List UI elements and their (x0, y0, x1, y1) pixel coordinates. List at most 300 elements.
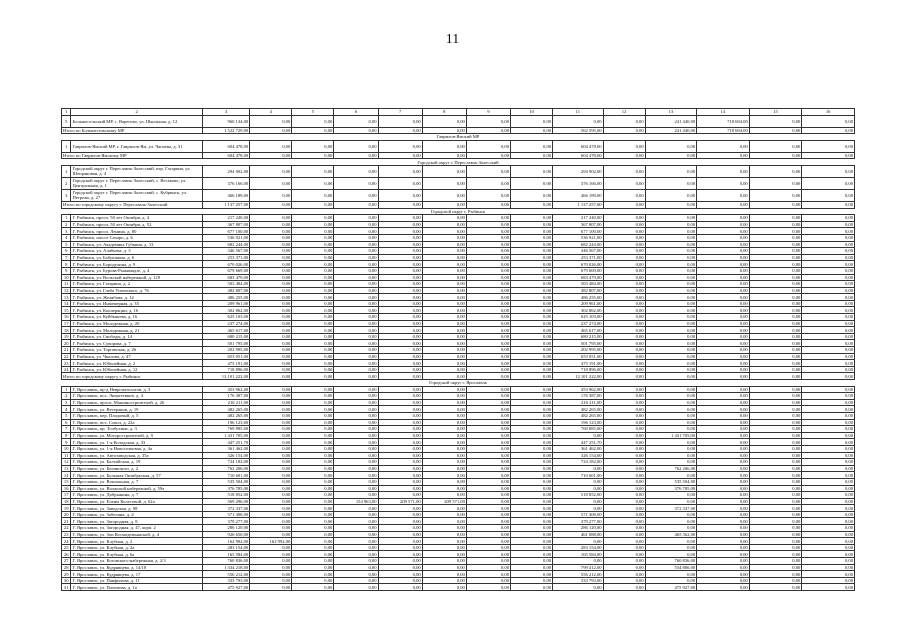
amount-cell: 0,00 (378, 347, 422, 354)
amount-cell: 0,00 (511, 165, 553, 177)
amount-cell: 0,00 (802, 353, 855, 360)
amount-cell: 0,00 (802, 307, 855, 314)
amount-cell: 0,00 (334, 267, 378, 274)
amount-cell: 0,00 (749, 241, 802, 248)
row-number-cell: 20 (62, 511, 71, 518)
column-number-cell: 5 (292, 109, 334, 116)
address-cell: Г. Ярославль, просп. Машиностроителей, д. 26 (71, 399, 202, 406)
amount-cell: 0,00 (466, 511, 510, 518)
amount-cell: 0,00 (292, 177, 334, 189)
table-row (62, 320, 855, 327)
amount-cell: 0,00 (553, 115, 603, 127)
amount-cell: 0,00 (250, 314, 292, 321)
amount-cell: 604 478,00 (202, 140, 249, 152)
amount-cell: 0,00 (802, 228, 855, 235)
amount-cell: 0,00 (645, 228, 697, 235)
total-amount-cell: 0,00 (250, 152, 292, 159)
amount-cell: 0,00 (334, 165, 378, 177)
amount-cell: 379 277,00 (553, 518, 603, 525)
amount-cell: 0,00 (250, 459, 292, 466)
amount-cell: 0,00 (292, 307, 334, 314)
amount-cell: 0,00 (466, 478, 510, 485)
amount-cell: 0,00 (697, 518, 750, 525)
section-total-row (62, 127, 855, 134)
amount-cell: 0,00 (466, 327, 510, 334)
amount-cell: 0,00 (749, 459, 802, 466)
amount-cell: 0,00 (378, 241, 422, 248)
amount-cell: 0,00 (511, 261, 553, 268)
amount-cell: 0,00 (645, 314, 697, 321)
amount-cell: 0,00 (697, 505, 750, 512)
amount-cell: 0,00 (334, 347, 378, 354)
amount-cell: 0,00 (511, 347, 553, 354)
amount-cell: 0,00 (603, 564, 645, 571)
amount-cell: 0,00 (511, 406, 553, 413)
amount-cell: 0,00 (292, 564, 334, 571)
amount-cell: 0,00 (378, 393, 422, 400)
total-amount-cell: 562 595,00 (553, 127, 603, 134)
address-cell: Г. Ярославль, пр. Толбухина, д. 3 (71, 426, 202, 433)
amount-cell: 0,00 (645, 307, 697, 314)
amount-cell: 0,00 (250, 426, 292, 433)
table-row (62, 445, 855, 452)
amount-cell: 165 584,00 (202, 551, 249, 558)
amount-cell: 0,00 (802, 531, 855, 538)
address-cell: Г. Рыбинск, ул. Бородулина, д. 9 (71, 261, 202, 268)
row-number-cell: 14 (62, 300, 71, 307)
amount-cell: 0,00 (697, 531, 750, 538)
amount-cell: 0,00 (603, 399, 645, 406)
amount-cell: 0,00 (378, 261, 422, 268)
amount-cell: 677 100,00 (553, 228, 603, 235)
amount-cell: 0,00 (378, 525, 422, 532)
amount-cell: 326 154,00 (553, 452, 603, 459)
row-number-cell: 16 (62, 485, 71, 492)
amount-cell: 0,00 (802, 165, 855, 177)
amount-cell: 0,00 (422, 459, 466, 466)
row-number-cell: 12 (62, 459, 71, 466)
amount-cell: 465 617,00 (553, 327, 603, 334)
address-cell: Г. Рыбинск, ул. Куйбышева, д. 16 (71, 314, 202, 321)
amount-cell: 724 182,00 (553, 459, 603, 466)
total-amount-cell: 0,00 (603, 373, 645, 380)
amount-cell: 710 601,00 (553, 472, 603, 479)
amount-cell: 0,00 (511, 571, 553, 578)
address-cell: Городской округ г. Переславль-Залесский, с. Веськово, ул. Центральная, д. 1 (71, 177, 202, 189)
amount-cell: 0,00 (802, 215, 855, 222)
table-row (62, 300, 855, 307)
amount-cell: 0,00 (645, 241, 697, 248)
amount-cell: 0,00 (603, 551, 645, 558)
amount-cell: 376 785,00 (645, 485, 697, 492)
amount-cell: 0,00 (802, 241, 855, 248)
amount-cell: 0,00 (466, 445, 510, 452)
amount-cell: 710 601,00 (202, 472, 249, 479)
amount-cell: 0,00 (645, 333, 697, 340)
amount-cell: 0,00 (250, 531, 292, 538)
amount-cell: 0,00 (334, 307, 378, 314)
amount-cell: 0,00 (802, 340, 855, 347)
row-number-cell: 1 (62, 386, 71, 393)
amount-cell: 0,00 (645, 577, 697, 584)
total-amount-cell: 0,00 (422, 127, 466, 134)
amount-cell: 0,00 (802, 432, 855, 439)
amount-cell: 0,00 (378, 386, 422, 393)
row-number-cell: 24 (62, 538, 71, 545)
amount-cell: 0,00 (603, 525, 645, 532)
total-amount-cell: 0,00 (250, 201, 292, 208)
amount-cell: 799 412,00 (553, 564, 603, 571)
amount-cell: 0,00 (292, 215, 334, 222)
amount-cell: 0,00 (292, 465, 334, 472)
row-number-cell: 10 (62, 445, 71, 452)
amount-cell: 465 562,00 (645, 531, 697, 538)
table-row (62, 234, 855, 241)
amount-cell: 0,00 (292, 228, 334, 235)
amount-cell: 0,00 (603, 228, 645, 235)
amount-cell: 0,00 (802, 478, 855, 485)
amount-cell: 718 896,00 (553, 366, 603, 373)
column-number-cell: 2 (71, 109, 202, 116)
address-cell: Г. Ярославль, ул. Балтийская, д. 19 (71, 459, 202, 466)
row-number-cell: 7 (62, 254, 71, 261)
amount-cell: 0,00 (466, 393, 510, 400)
amount-cell: 0,00 (645, 177, 697, 189)
amount-cell: 0,00 (802, 234, 855, 241)
amount-cell: 0,00 (378, 459, 422, 466)
amount-cell: 0,00 (466, 399, 510, 406)
amount-cell: 0,00 (250, 327, 292, 334)
amount-cell: 0,00 (466, 294, 510, 301)
amount-cell: 0,00 (422, 281, 466, 288)
amount-cell: 0,00 (466, 459, 510, 466)
amount-cell: 0,00 (749, 274, 802, 281)
amount-cell: 0,00 (697, 577, 750, 584)
amount-cell: 283 154,00 (202, 544, 249, 551)
amount-cell: 0,00 (553, 584, 603, 591)
amount-cell: 0,00 (250, 564, 292, 571)
amount-cell: 0,00 (422, 544, 466, 551)
row-number-cell: 3 (62, 189, 71, 201)
amount-cell: 0,00 (334, 327, 378, 334)
amount-cell: 0,00 (250, 518, 292, 525)
amount-cell: 209 571,00 (378, 498, 422, 505)
amount-cell: 0,00 (697, 393, 750, 400)
amount-cell: 0,00 (645, 248, 697, 255)
amount-cell: 0,00 (292, 353, 334, 360)
amount-cell: 0,00 (749, 261, 802, 268)
address-cell: Г. Ярославль, ул. Елены Колесовой, д. 62а (71, 498, 202, 505)
amount-cell: 0,00 (250, 399, 292, 406)
amount-cell: 0,00 (422, 314, 466, 321)
amount-cell: 503 484,00 (553, 281, 603, 288)
total-amount-cell: 0,00 (697, 201, 750, 208)
amount-cell: 0,00 (422, 320, 466, 327)
amount-cell: 0,00 (292, 393, 334, 400)
amount-cell: 0,00 (645, 366, 697, 373)
amount-cell: 0,00 (378, 320, 422, 327)
amount-cell: 0,00 (378, 584, 422, 591)
amount-cell: 0,00 (511, 314, 553, 321)
amount-cell: 0,00 (603, 412, 645, 419)
amount-cell: 0,00 (292, 452, 334, 459)
amount-cell: 0,00 (250, 215, 292, 222)
amount-cell: 0,00 (378, 221, 422, 228)
table-row (62, 472, 855, 479)
amount-cell: 0,00 (378, 432, 422, 439)
address-cell: Г. Рыбинск, ул. Гагарина, д. 2 (71, 281, 202, 288)
amount-cell: 0,00 (250, 386, 292, 393)
table-row (62, 393, 855, 400)
total-amount-cell: 0,00 (645, 152, 697, 159)
amount-cell: 0,00 (334, 177, 378, 189)
amount-cell: 0,00 (334, 274, 378, 281)
amount-cell: 0,00 (250, 287, 292, 294)
amount-cell: 0,00 (250, 445, 292, 452)
amount-cell: 0,00 (292, 525, 334, 532)
amount-cell: 0,00 (511, 215, 553, 222)
amount-cell: 0,00 (697, 347, 750, 354)
row-number-cell: 9 (62, 267, 71, 274)
amount-cell: 0,00 (511, 327, 553, 334)
address-cell: Г. Рыбинск, ул. Бабушкина, д. 6 (71, 254, 202, 261)
amount-cell: 0,00 (378, 419, 422, 426)
amount-cell: 926 650,00 (202, 531, 249, 538)
amount-cell: 0,00 (422, 215, 466, 222)
amount-cell: 0,00 (466, 551, 510, 558)
amount-cell: 0,00 (511, 544, 553, 551)
amount-cell: 0,00 (422, 505, 466, 512)
row-number-cell: 23 (62, 531, 71, 538)
amount-cell: 0,00 (802, 551, 855, 558)
amount-cell: 0,00 (645, 426, 697, 433)
row-number-cell: 1 (62, 140, 71, 152)
amount-cell: 670 026,00 (553, 261, 603, 268)
amount-cell: 0,00 (250, 254, 292, 261)
address-cell: Г. Рыбинск, просп. 50 лет Октября, д. 52 (71, 221, 202, 228)
amount-cell: 0,00 (378, 551, 422, 558)
total-amount-cell: 0,00 (645, 201, 697, 208)
total-amount-cell: 0,00 (378, 201, 422, 208)
amount-cell: 461 088,00 (553, 531, 603, 538)
amount-cell: 0,00 (250, 525, 292, 532)
amount-cell: 486 255,00 (553, 294, 603, 301)
amount-cell: 0,00 (292, 234, 334, 241)
address-cell: Г. Рыбинск, ул. Академика Губкина, д. 13 (71, 241, 202, 248)
amount-cell: 162 992,00 (202, 538, 249, 545)
amount-cell: 0,00 (697, 234, 750, 241)
amount-cell: 0,00 (292, 140, 334, 152)
amount-cell: 0,00 (334, 551, 378, 558)
amount-cell: 0,00 (378, 511, 422, 518)
row-number-cell: 26 (62, 551, 71, 558)
section-header-row (62, 208, 855, 215)
amount-cell: 154 963,00 (334, 498, 378, 505)
amount-cell: 0,00 (511, 432, 553, 439)
amount-cell: 253 371,00 (553, 254, 603, 261)
column-number-cell: 14 (697, 109, 750, 116)
amount-cell: 0,00 (802, 459, 855, 466)
amount-cell: 0,00 (697, 307, 750, 314)
amount-cell: 0,00 (749, 294, 802, 301)
amount-cell: 0,00 (466, 538, 510, 545)
amount-cell: 0,00 (422, 189, 466, 201)
amount-cell: 0,00 (697, 399, 750, 406)
amount-cell: 0,00 (802, 472, 855, 479)
amount-cell: 0,00 (250, 294, 292, 301)
amount-cell: 0,00 (697, 215, 750, 222)
amount-cell: 718 896,00 (202, 366, 249, 373)
amount-cell: 0,00 (802, 492, 855, 499)
table-row (62, 498, 855, 505)
amount-cell: 0,00 (802, 189, 855, 201)
amount-cell: 0,00 (334, 564, 378, 571)
amount-cell: 0,00 (697, 254, 750, 261)
amount-cell: 680 215,00 (202, 333, 249, 340)
amount-cell: 0,00 (749, 564, 802, 571)
amount-cell: 0,00 (511, 228, 553, 235)
amount-cell: 0,00 (466, 333, 510, 340)
amount-cell: 0,00 (378, 531, 422, 538)
amount-cell: 0,00 (250, 439, 292, 446)
amount-cell: 0,00 (603, 267, 645, 274)
row-number-cell: 9 (62, 439, 71, 446)
amount-cell: 571 308,00 (202, 511, 249, 518)
table-row (62, 215, 855, 222)
amount-cell: 0,00 (553, 558, 603, 565)
amount-cell: 0,00 (697, 472, 750, 479)
column-number-cell: 6 (334, 109, 378, 116)
amount-cell: 0,00 (466, 472, 510, 479)
amount-cell: 0,00 (603, 426, 645, 433)
address-cell: Г. Рыбинск, ул. Молодежная, д. 21 (71, 327, 202, 334)
total-amount-cell: 0,00 (802, 152, 855, 159)
amount-cell: 0,00 (697, 274, 750, 281)
amount-cell: 0,00 (334, 366, 378, 373)
amount-cell: 0,00 (378, 558, 422, 565)
row-number-cell: 27 (62, 558, 71, 565)
amount-cell: 0,00 (466, 215, 510, 222)
table-row (62, 478, 855, 485)
amount-cell: 0,00 (749, 248, 802, 255)
amount-cell: 0,00 (334, 492, 378, 499)
amount-cell: 333 793,00 (553, 577, 603, 584)
amount-cell: 0,00 (511, 320, 553, 327)
row-number-cell: 15 (62, 307, 71, 314)
amount-cell: 0,00 (603, 314, 645, 321)
amount-cell: 0,00 (697, 538, 750, 545)
amount-cell: 0,00 (645, 419, 697, 426)
address-cell: Г. Рыбинск, ул. Юбилейная, д. 12 (71, 366, 202, 373)
amount-cell: 0,00 (749, 571, 802, 578)
table-row (62, 558, 855, 565)
register-table-container (61, 108, 855, 591)
amount-cell: 518 852,00 (553, 492, 603, 499)
table-row (62, 360, 855, 367)
amount-cell: 0,00 (749, 432, 802, 439)
amount-cell: 482 807,00 (553, 287, 603, 294)
amount-cell: 0,00 (422, 478, 466, 485)
row-number-cell: 1 (62, 215, 71, 222)
amount-cell: 0,00 (603, 366, 645, 373)
amount-cell: 0,00 (802, 406, 855, 413)
amount-cell: 0,00 (802, 274, 855, 281)
total-label-cell: Итого по городскому округу г. Рыбинск (62, 373, 203, 380)
amount-cell: 0,00 (749, 228, 802, 235)
amount-cell: 0,00 (802, 254, 855, 261)
amount-cell: 0,00 (645, 261, 697, 268)
amount-cell: 762 206,00 (645, 465, 697, 472)
amount-cell: 0,00 (292, 347, 334, 354)
amount-cell: 0,00 (645, 571, 697, 578)
amount-cell: 0,00 (466, 492, 510, 499)
table-row (62, 485, 855, 492)
amount-cell: 0,00 (334, 215, 378, 222)
address-cell: Г. Ярославль, ул. 1-я Новоселковая, д. 4а (71, 445, 202, 452)
amount-cell: 0,00 (603, 459, 645, 466)
amount-cell: 0,00 (603, 241, 645, 248)
amount-cell: 0,00 (466, 241, 510, 248)
address-cell: Большесельский МР, с. Варегово, ул. Школьная, д. 12 (71, 115, 202, 127)
amount-cell: 0,00 (466, 261, 510, 268)
amount-cell: 0,00 (603, 538, 645, 545)
amount-cell: 0,00 (802, 399, 855, 406)
table-row (62, 189, 855, 201)
amount-cell: 0,00 (422, 115, 466, 127)
amount-cell: 0,00 (422, 577, 466, 584)
amount-cell: 0,00 (292, 327, 334, 334)
amount-cell: 536 921,00 (553, 234, 603, 241)
amount-cell: 0,00 (749, 353, 802, 360)
address-cell: Г. Ярославль, ул. Пахомова, д. 1а (71, 584, 202, 591)
table-row (62, 347, 855, 354)
table-row (62, 518, 855, 525)
amount-cell: 0,00 (697, 221, 750, 228)
amount-cell: 0,00 (553, 478, 603, 485)
table-row (62, 314, 855, 321)
amount-cell: 0,00 (250, 511, 292, 518)
address-cell: Г. Рыбинск, просп. 50 лет Октября, д. 4 (71, 215, 202, 222)
amount-cell: 466 189,00 (202, 189, 249, 201)
amount-cell: 0,00 (603, 478, 645, 485)
address-cell: Г. Ярославль, ул. Загородная, д. 47, корп. 2 (71, 525, 202, 532)
row-number-cell: 15 (62, 478, 71, 485)
amount-cell: 0,00 (802, 412, 855, 419)
amount-cell: 0,00 (250, 485, 292, 492)
amount-cell: 0,00 (553, 538, 603, 545)
amount-cell: 0,00 (645, 300, 697, 307)
total-amount-cell: 604 478,00 (553, 152, 603, 159)
total-amount-cell: 0,00 (749, 127, 802, 134)
amount-cell: 0,00 (603, 577, 645, 584)
total-amount-cell: 12 101 222,00 (202, 373, 249, 380)
amount-cell: 0,00 (466, 115, 510, 127)
amount-cell: 0,00 (603, 584, 645, 591)
amount-cell: 0,00 (749, 320, 802, 327)
amount-cell: 0,00 (334, 452, 378, 459)
address-cell: Г. Ярославль, ул. Панфилова, д. 11 (71, 577, 202, 584)
total-amount-cell: 0,00 (466, 152, 510, 159)
amount-cell: 326 154,00 (202, 452, 249, 459)
amount-cell: 0,00 (511, 274, 553, 281)
amount-cell: 0,00 (802, 558, 855, 565)
amount-cell: 0,00 (378, 215, 422, 222)
amount-cell: 0,00 (802, 393, 855, 400)
total-amount-cell: 0,00 (334, 152, 378, 159)
amount-cell: 482 265,00 (202, 406, 249, 413)
amount-cell: 0,00 (749, 314, 802, 321)
amount-cell: 453 962,00 (202, 386, 249, 393)
